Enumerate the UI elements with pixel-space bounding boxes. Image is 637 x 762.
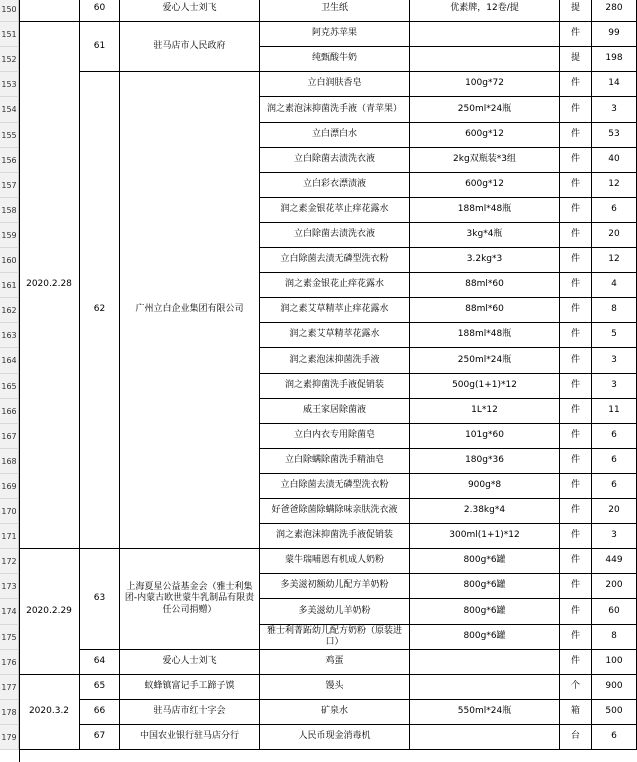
spec-cell	[410, 22, 560, 47]
spec-cell: 900g*8	[410, 474, 560, 499]
qty-cell: 8	[592, 625, 637, 650]
item-cell: 卫生纸	[260, 0, 410, 22]
qty-cell: 6	[592, 725, 637, 750]
item-cell: 立白润肤香皂	[260, 72, 410, 97]
spec-cell: 250ml*24瓶	[410, 348, 560, 374]
row-number: 153	[0, 72, 19, 97]
unit-cell: 件	[560, 173, 592, 198]
row-number: 158	[0, 198, 19, 223]
row-number: 172	[0, 549, 19, 574]
spec-cell: 800g*6罐	[410, 574, 560, 599]
spec-cell: 800g*6罐	[410, 625, 560, 650]
item-cell: 多美滋初额幼儿配方羊奶粉	[260, 574, 410, 599]
item-cell: 润之素泡沫抑菌洗手液	[260, 348, 410, 374]
seq-cell: 65	[80, 675, 120, 700]
unit-cell: 个	[560, 675, 592, 700]
unit-cell: 件	[560, 650, 592, 675]
qty-cell: 6	[592, 449, 637, 474]
spec-cell: 250ml*24瓶	[410, 97, 560, 123]
spec-cell: 88ml*60	[410, 273, 560, 298]
spec-cell: 500g(1+1)*12	[410, 374, 560, 399]
donor-cell: 驻马店市人民政府	[120, 22, 260, 72]
unit-cell: 件	[560, 248, 592, 273]
row-number: 154	[0, 97, 19, 123]
seq-cell: 61	[80, 22, 120, 72]
unit-cell: 件	[560, 348, 592, 374]
donor-cell: 广州立白企业集团有限公司	[120, 72, 260, 549]
item-cell: 馒头	[260, 675, 410, 700]
row-number: 165	[0, 374, 19, 399]
row-number: 160	[0, 248, 19, 273]
qty-cell: 12	[592, 248, 637, 273]
spec-cell	[410, 675, 560, 700]
date-cell: 2020.2.28	[19, 22, 80, 549]
qty-cell: 53	[592, 123, 637, 148]
unit-cell: 件	[560, 123, 592, 148]
spec-cell: 550ml*24瓶	[410, 700, 560, 725]
item-cell: 矿泉水	[260, 700, 410, 725]
unit-cell: 件	[560, 524, 592, 549]
item-cell: 润之素泡沫抑菌洗手液（青苹果）	[260, 97, 410, 123]
row-number: 156	[0, 148, 19, 173]
unit-cell: 件	[560, 198, 592, 223]
item-cell: 立白除螨除菌洗手精油皂	[260, 449, 410, 474]
item-cell: 立白彩衣漂渍液	[260, 173, 410, 198]
unit-cell: 提	[560, 47, 592, 72]
unit-cell: 件	[560, 298, 592, 323]
spec-cell: 800g*6罐	[410, 549, 560, 574]
qty-cell: 20	[592, 223, 637, 248]
unit-cell: 件	[560, 474, 592, 499]
item-cell: 多美滋幼儿羊奶粉	[260, 599, 410, 625]
item-cell: 润之素金银花止痒花露水	[260, 273, 410, 298]
item-cell: 润之素金银花萃止痒花露水	[260, 198, 410, 223]
row-number: 150	[0, 0, 19, 22]
spec-cell: 2.38kg*4	[410, 499, 560, 524]
spec-cell	[410, 650, 560, 675]
seq-cell: 67	[80, 725, 120, 750]
seq-cell: 63	[80, 549, 120, 650]
donor-cell: 上海夏星公益基金会（雅士利集团-内蒙古欧世蒙牛乳制品有限责任公司捐赠）	[120, 549, 260, 650]
qty-cell: 100	[592, 650, 637, 675]
unit-cell: 件	[560, 424, 592, 449]
seq-cell: 64	[80, 650, 120, 675]
row-number: 157	[0, 173, 19, 198]
unit-cell: 件	[560, 599, 592, 625]
unit-cell: 件	[560, 625, 592, 650]
row-number: 178	[0, 700, 19, 725]
row-number: 168	[0, 449, 19, 474]
seq-cell: 66	[80, 700, 120, 725]
item-cell: 润之素艾草精萃止痒花露水	[260, 298, 410, 323]
spec-cell: 2kg双瓶装*3组	[410, 148, 560, 173]
item-cell: 润之素泡沫抑菌洗手液促销装	[260, 524, 410, 549]
row-number: 176	[0, 650, 19, 675]
date-cell: 2020.2.29	[19, 549, 80, 675]
spec-cell: 188ml*48瓶	[410, 323, 560, 348]
unit-cell: 台	[560, 725, 592, 750]
item-cell: 阿克苏苹果	[260, 22, 410, 47]
unit-cell: 箱	[560, 700, 592, 725]
row-number: 155	[0, 123, 19, 148]
row-number: 174	[0, 599, 19, 625]
unit-cell: 件	[560, 148, 592, 173]
row-number: 171	[0, 524, 19, 549]
donor-cell: 驻马店市红十字会	[120, 700, 260, 725]
qty-cell: 3	[592, 524, 637, 549]
qty-cell: 4	[592, 273, 637, 298]
spec-cell	[410, 725, 560, 750]
row-number: 161	[0, 273, 19, 298]
qty-cell: 449	[592, 549, 637, 574]
item-cell: 立白除菌去渍洗衣液	[260, 223, 410, 248]
row-number: 170	[0, 499, 19, 524]
qty-cell: 500	[592, 700, 637, 725]
spec-cell: 100g*72	[410, 72, 560, 97]
row-number: 175	[0, 625, 19, 650]
qty-cell: 5	[592, 323, 637, 348]
spec-cell: 优素牌，12卷/提	[410, 0, 560, 22]
spec-cell: 800g*6罐	[410, 599, 560, 625]
date-cell: 2020.3.2	[19, 675, 80, 750]
qty-cell: 198	[592, 47, 637, 72]
spec-cell: 188ml*48瓶	[410, 198, 560, 223]
row-number: 163	[0, 323, 19, 348]
seq-cell: 62	[80, 72, 120, 549]
qty-cell: 3	[592, 374, 637, 399]
qty-cell: 11	[592, 399, 637, 424]
row-number: 179	[0, 725, 19, 750]
unit-cell: 件	[560, 374, 592, 399]
row-number: 166	[0, 399, 19, 424]
unit-cell: 件	[560, 549, 592, 574]
qty-cell: 3	[592, 97, 637, 123]
spec-cell: 300ml(1+1)*12	[410, 524, 560, 549]
qty-cell: 280	[592, 0, 637, 22]
qty-cell: 99	[592, 22, 637, 47]
date-cell	[19, 0, 80, 22]
donor-cell: 爱心人士刘飞	[120, 0, 260, 22]
unit-cell: 件	[560, 574, 592, 599]
unit-cell: 件	[560, 323, 592, 348]
row-number: 164	[0, 348, 19, 374]
item-cell: 蒙牛瑞哺恩有机成人奶粉	[260, 549, 410, 574]
item-cell: 润之素抑菌洗手液促销装	[260, 374, 410, 399]
spec-cell: 600g*12	[410, 173, 560, 198]
qty-cell: 200	[592, 574, 637, 599]
spec-cell: 88ml*60	[410, 298, 560, 323]
unit-cell: 件	[560, 273, 592, 298]
unit-cell: 件	[560, 223, 592, 248]
qty-cell: 3	[592, 348, 637, 374]
item-cell: 立白内衣专用除菌皂	[260, 424, 410, 449]
spec-cell	[410, 47, 560, 72]
row-number: 152	[0, 47, 19, 72]
spec-cell: 1L*12	[410, 399, 560, 424]
item-cell: 润之素艾草精萃花露水	[260, 323, 410, 348]
item-cell: 立白除菌去渍无磷型洗衣粉	[260, 474, 410, 499]
qty-cell: 6	[592, 424, 637, 449]
qty-cell: 14	[592, 72, 637, 97]
donor-cell: 中国农业银行驻马店分行	[120, 725, 260, 750]
row-number: 151	[0, 22, 19, 47]
qty-cell: 6	[592, 474, 637, 499]
unit-cell: 件	[560, 72, 592, 97]
qty-cell: 60	[592, 599, 637, 625]
unit-cell: 件	[560, 449, 592, 474]
donor-cell: 爱心人士刘飞	[120, 650, 260, 675]
row-number: 169	[0, 474, 19, 499]
item-cell: 雅士利菁跖幼儿配方奶粉（原装进口）	[260, 625, 410, 650]
unit-cell: 件	[560, 499, 592, 524]
qty-cell: 900	[592, 675, 637, 700]
spec-cell: 101g*60	[410, 424, 560, 449]
seq-cell: 60	[80, 0, 120, 22]
unit-cell: 件	[560, 97, 592, 123]
spec-cell: 600g*12	[410, 123, 560, 148]
item-cell: 鸡蛋	[260, 650, 410, 675]
qty-cell: 20	[592, 499, 637, 524]
qty-cell: 6	[592, 198, 637, 223]
row-number: 173	[0, 574, 19, 599]
spec-cell: 3.2kg*3	[410, 248, 560, 273]
unit-cell: 件	[560, 399, 592, 424]
item-cell: 威王家居除菌液	[260, 399, 410, 424]
item-cell: 纯甄酸牛奶	[260, 47, 410, 72]
qty-cell: 40	[592, 148, 637, 173]
qty-cell: 8	[592, 298, 637, 323]
row-number: 177	[0, 675, 19, 700]
unit-cell: 件	[560, 22, 592, 47]
spec-cell: 3kg*4瓶	[410, 223, 560, 248]
item-cell: 立白漂白水	[260, 123, 410, 148]
row-number: 162	[0, 298, 19, 323]
item-cell: 好爸爸除菌除螨除味亲肤洗衣液	[260, 499, 410, 524]
row-number: 167	[0, 424, 19, 449]
item-cell: 立白除菌去渍洗衣液	[260, 148, 410, 173]
qty-cell: 12	[592, 173, 637, 198]
donor-cell: 蚁蜂镇富记手工蹄子馍	[120, 675, 260, 700]
row-number: 159	[0, 223, 19, 248]
item-cell: 人民币现金消毒机	[260, 725, 410, 750]
spec-cell: 180g*36	[410, 449, 560, 474]
unit-cell: 提	[560, 0, 592, 22]
item-cell: 立白除菌去渍无磷型洗衣粉	[260, 248, 410, 273]
